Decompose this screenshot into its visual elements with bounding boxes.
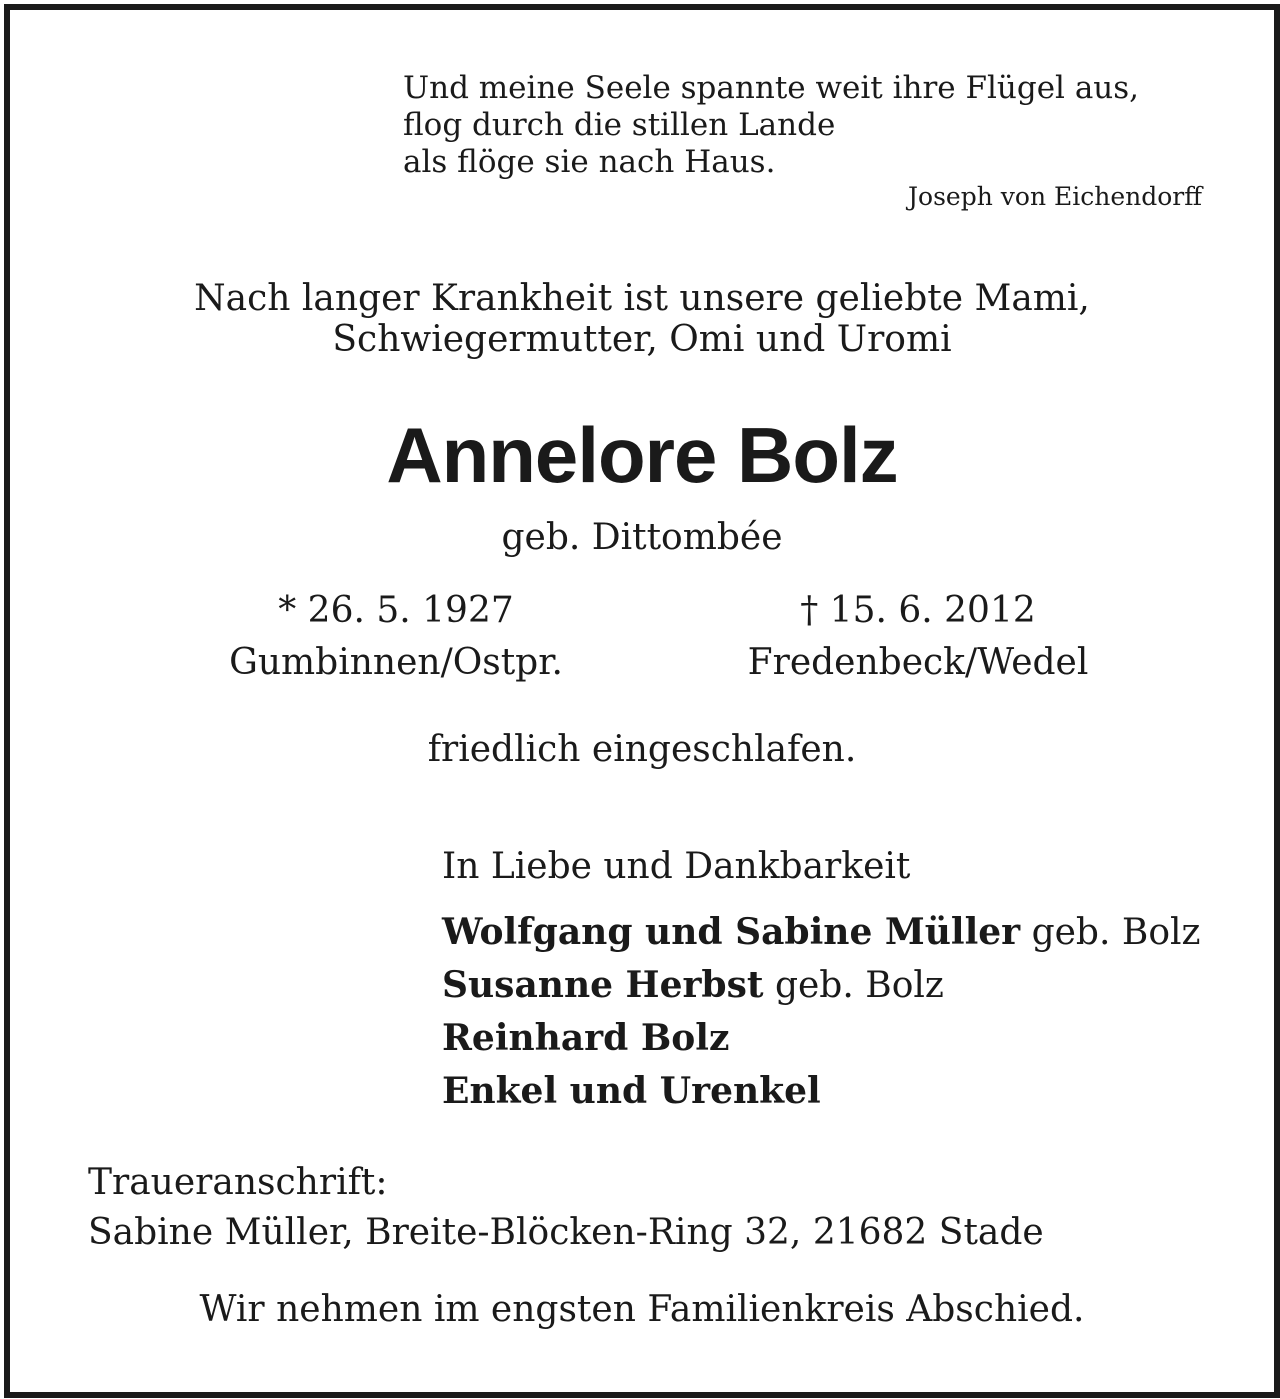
address-label: Traueranschrift: [88, 1162, 388, 1203]
obituary-notice [4, 4, 1280, 1398]
poem-author: Joseph von Eichendorff [908, 182, 1202, 211]
mourner-name: Susanne Herbst [442, 964, 764, 1006]
birth-place: Gumbinnen/Ostpr. [229, 642, 563, 683]
maiden-name: geb. Dittombée [501, 517, 783, 558]
mourner-entry [442, 959, 1200, 1012]
closing-text: Wir nehmen im engsten Familienkreis Abschied. [199, 1289, 1085, 1330]
intro-text [10, 278, 1274, 360]
mourner-name: Wolfgang und Sabine Müller [442, 911, 1021, 953]
mourner-name: Enkel und Urenkel [442, 1070, 821, 1112]
mourners-list [442, 906, 1200, 1118]
poem-line: Und meine Seele spannte weit ihre Flügel aus, [403, 70, 1140, 106]
death-place: Fredenbeck/Wedel [747, 642, 1089, 683]
deceased-name: Annelore Bolz [386, 411, 898, 499]
mourner-entry [442, 1012, 1200, 1065]
mourner-entry [442, 906, 1200, 959]
birth-date: * 26. 5. 1927 [278, 590, 514, 631]
address-line: Sabine Müller, Breite-Blöcken-Ring 32, 21682 Stade [88, 1212, 1044, 1253]
mourner-suffix: geb. Bolz [1020, 912, 1201, 953]
mourning-address [88, 1158, 1044, 1258]
intro-line: Schwiegermutter, Omi und Uromi [332, 319, 952, 360]
passing-text: friedlich eingeschlafen. [427, 729, 857, 770]
birth-info [196, 585, 596, 689]
mourner-entry [442, 1065, 1200, 1118]
intro-line: Nach langer Krankheit ist unsere geliebte Mami, [194, 278, 1090, 319]
death-info [718, 585, 1118, 689]
poem-line: als flöge sie nach Haus. [403, 144, 776, 180]
poem-line: flog durch die stillen Lande [403, 107, 836, 143]
mourner-name: Reinhard Bolz [442, 1017, 730, 1059]
mourner-suffix: geb. Bolz [763, 965, 944, 1006]
death-date: † 15. 6. 2012 [800, 590, 1036, 631]
poem-quote [403, 70, 1203, 181]
signature-opening: In Liebe und Dankbarkeit [442, 846, 911, 887]
